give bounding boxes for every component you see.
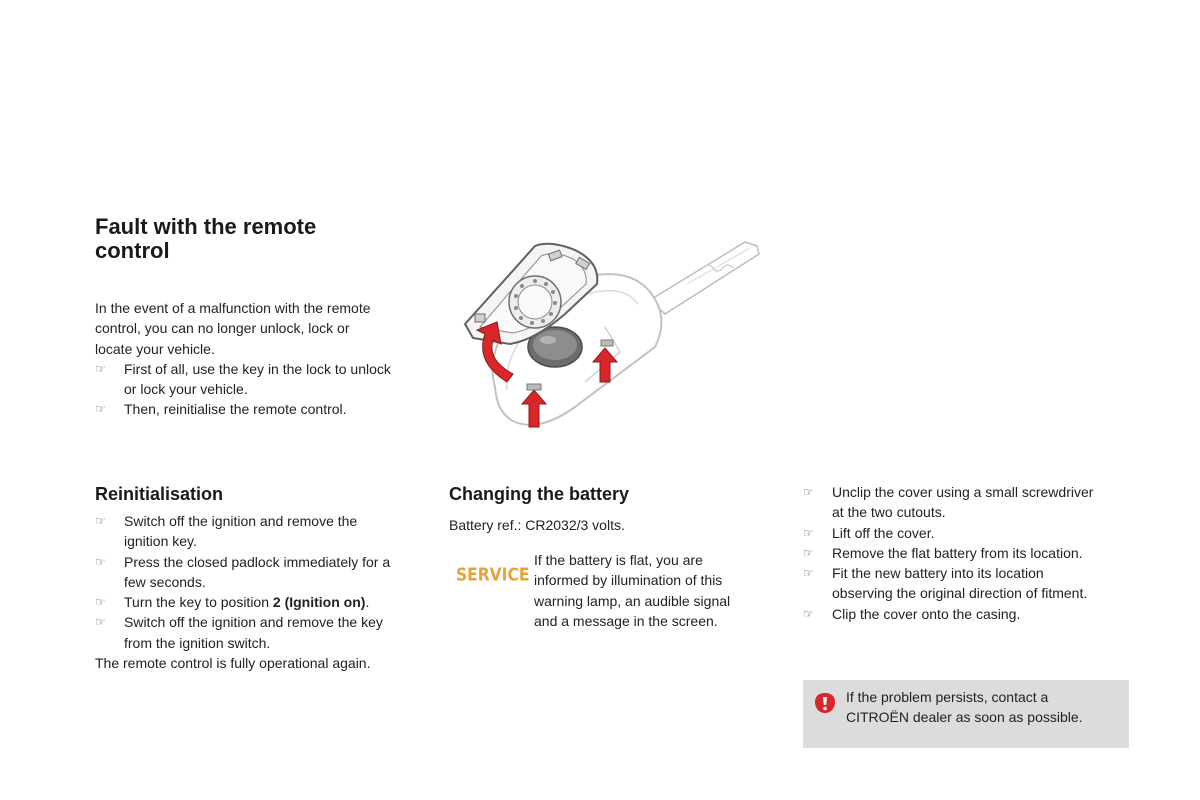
battery-step-line: Unclip the cover using a small screwdriver (832, 484, 1094, 500)
bullet-hand-icon: ☞ (95, 615, 106, 630)
service-warning-lamp-icon: SERVICE (456, 564, 530, 586)
bullet-hand-icon: ☞ (95, 595, 106, 610)
bullet-hand-icon: ☞ (803, 566, 814, 581)
battery-step-line: observing the original direction of fitment. (832, 585, 1088, 602)
battery-step (803, 604, 1143, 624)
page-title (95, 215, 316, 263)
reinit-step (95, 552, 435, 593)
reinit-step-text: Turn the key to position (124, 594, 273, 611)
reinit-step (95, 592, 435, 612)
bullet-hand-icon: ☞ (803, 545, 814, 560)
bullet-hand-icon: ☞ (95, 554, 106, 569)
battery-flat-line: and a message in the screen. (534, 612, 718, 629)
fault-bullet-line: Then, reinitialise the remote control. (124, 401, 347, 418)
battery-step (803, 523, 1143, 543)
reinitialisation-heading: Reinitialisation (95, 484, 224, 504)
fault-bullet (95, 399, 435, 419)
warning-line: If the problem persists, contact a (846, 689, 1049, 705)
battery-flat-line: If the battery is flat, you are (534, 552, 703, 568)
reinit-step (95, 511, 435, 552)
battery-steps (803, 482, 1143, 624)
fault-intro-line: control, you can no longer unlock, lock or (95, 320, 350, 337)
battery-step (803, 563, 1143, 604)
reinit-step (95, 612, 435, 653)
bullet-hand-icon: ☞ (803, 525, 814, 540)
battery-step-line: Fit the new battery into its location (832, 565, 1044, 582)
page-title-line-2: control (95, 238, 170, 263)
battery-step (803, 482, 1143, 523)
reinit-closing: The remote control is fully operational again. (95, 655, 371, 672)
ignition-position-label: 2 (Ignition on) (272, 594, 366, 611)
bullet-hand-icon: ☞ (803, 485, 814, 499)
fault-intro (95, 298, 435, 420)
key-blade (650, 242, 759, 314)
battery-step-line: Lift off the cover. (832, 524, 935, 541)
reinit-step-line: Press the closed padlock immediately for a (124, 553, 391, 570)
fault-bullet (95, 359, 435, 400)
bullet-hand-icon: ☞ (95, 514, 106, 528)
page-title-line-1: Fault with the remote (95, 214, 317, 239)
warning-line: CITROËN dealer as soon as possible. (846, 709, 1083, 726)
reinit-step-line (124, 592, 435, 612)
battery-step-line: Clip the cover onto the casing. (832, 605, 1021, 622)
fault-bullet-line: First of all, use the key in the lock to unlock (124, 360, 391, 377)
battery-reference: Battery ref.: CR2032/3 volts. (449, 517, 625, 533)
bullet-hand-icon: ☞ (95, 361, 106, 376)
reinit-step-line: ignition key. (124, 533, 197, 550)
fault-intro-line: locate your vehicle. (95, 340, 215, 357)
bullet-hand-icon: ☞ (95, 402, 106, 417)
reinit-steps (95, 511, 435, 673)
reinit-step-line: from the ignition switch. (124, 634, 271, 651)
fault-bullet-line: or lock your vehicle. (124, 381, 248, 398)
reinit-step-line: few seconds. (124, 573, 206, 590)
battery-flat-line: informed by illumination of this (534, 572, 723, 589)
warning-text (846, 687, 1121, 728)
warning-box (803, 680, 1129, 748)
exclamation-warning-icon (814, 692, 836, 714)
fault-intro-line: In the event of a malfunction with the remote (95, 300, 371, 316)
reinit-step-text: . (365, 594, 370, 611)
battery-step-line: Remove the flat battery from its location. (832, 544, 1083, 561)
battery-flat-line: warning lamp, an audible signal (534, 592, 731, 609)
changing-battery-heading: Changing the battery (449, 484, 630, 504)
remote-key-illustration-svg (455, 232, 770, 437)
reinit-step-line: Switch off the ignition and remove the key (124, 614, 383, 631)
reinit-step-line: Switch off the ignition and remove the (124, 513, 358, 529)
bullet-hand-icon: ☞ (803, 606, 814, 621)
battery-step-line: at the two cutouts. (832, 504, 946, 521)
remote-key-battery-illustration (455, 232, 770, 437)
battery-flat-note (534, 550, 774, 631)
battery-step (803, 543, 1143, 563)
